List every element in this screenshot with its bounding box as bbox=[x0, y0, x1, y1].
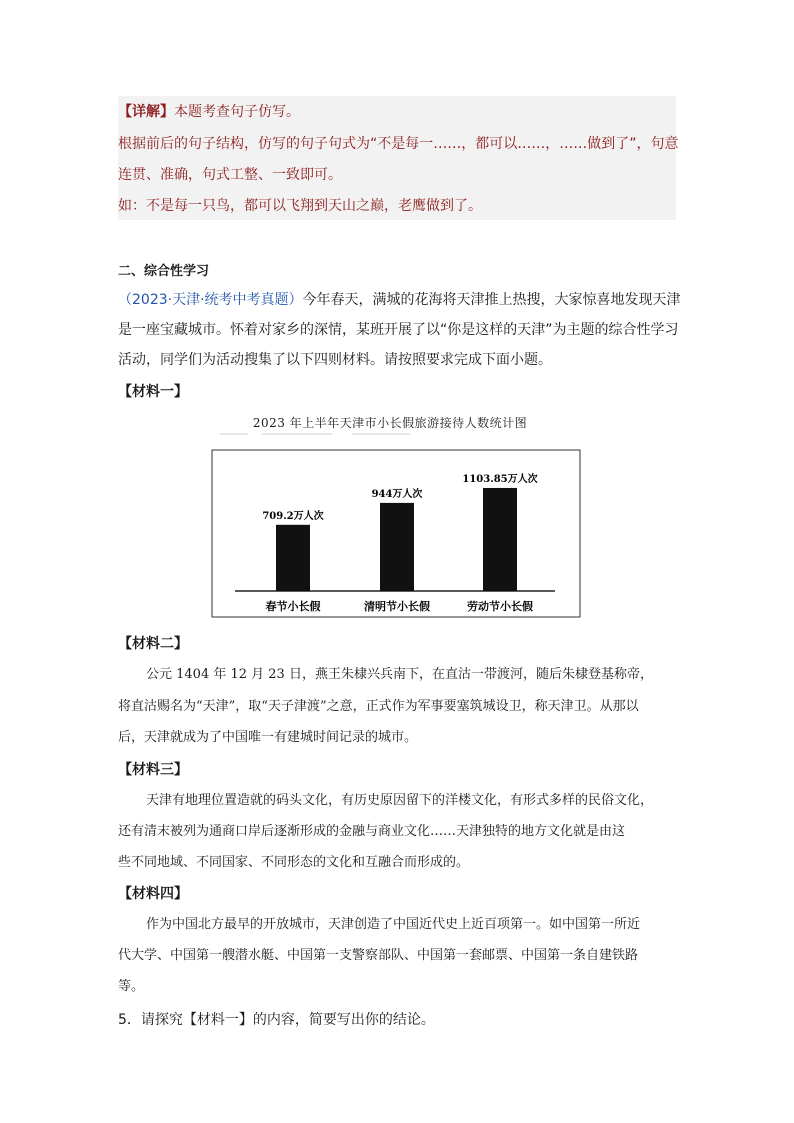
bar-chart bbox=[180, 408, 600, 623]
material-4-label: 【材料四】 bbox=[118, 886, 188, 902]
material-4-line-2: 代大学、中国第一艘潜水艇、中国第一支警察部队、中国第一套邮票、中国第一条自建铁路 bbox=[118, 948, 639, 963]
material-2-line-2: 将直沽赐名为“天津”，取“天子津渡”之意，正式作为军事要塞筑城设卫，称天津卫。从那以 bbox=[118, 699, 639, 714]
chart-svg bbox=[180, 408, 600, 623]
answer-text: 本题考查句子仿写。 bbox=[174, 104, 300, 120]
category-label-2: 清明节小长假 bbox=[364, 600, 430, 613]
answer-line-1 bbox=[118, 102, 300, 122]
chart-title: 2023 年上半年天津市小长假旅游接待人数统计图 bbox=[252, 416, 528, 430]
material-2-line-1: 公元 1404 年 12 月 23 日，燕王朱棣兴兵南下，在直沽一带渡河，随后朱棣登基称帝， bbox=[146, 667, 653, 682]
intro-line-1 bbox=[118, 290, 681, 310]
bar-2 bbox=[380, 503, 414, 591]
material-1-label: 【材料一】 bbox=[118, 384, 188, 400]
category-label-3: 劳动节小长假 bbox=[467, 600, 533, 613]
section-title: 二、综合性学习 bbox=[118, 264, 210, 279]
answer-line-4: 如：不是每一只鸟，都可以飞翔到天山之巅，老鹰做到了。 bbox=[118, 198, 482, 214]
answer-line-2: 根据前后的句子结构，仿写的句子句式为“不是每一……，都可以……，……做到了”，句意 bbox=[118, 136, 679, 152]
material-3-line-1: 天津有地理位置造就的码头文化，有历史原因留下的洋楼文化，有形式多样的民俗文化， bbox=[146, 793, 654, 808]
bar-1 bbox=[276, 525, 310, 591]
bar-value-label-3: 1103.85万人次 bbox=[462, 473, 538, 485]
category-label-1: 春节小长假 bbox=[265, 600, 321, 613]
intro-text-1: 今年春天，满城的花海将天津推上热搜，大家惊喜地发现天津 bbox=[302, 292, 681, 308]
material-3-line-2: 还有清末被列为通商口岸后逐渐形成的金融与商业文化……天津独特的地方文化就是由这 bbox=[118, 824, 626, 839]
material-4-line-3: 等。 bbox=[118, 979, 145, 994]
material-3-label: 【材料三】 bbox=[118, 762, 188, 778]
question-5: 5．请探究【材料一】的内容，简要写出你的结论。 bbox=[118, 1012, 435, 1028]
answer-tag: 【详解】 bbox=[118, 104, 174, 120]
material-4-line-1: 作为中国北方最早的开放城市，天津创造了中国近代史上近百项第一。如中国第一所近 bbox=[146, 917, 641, 932]
intro-line-3: 活动，同学们为活动搜集了以下四则材料。请按照要求完成下面小题。 bbox=[118, 352, 552, 368]
bar-value-label-2: 944万人次 bbox=[371, 488, 423, 500]
bar-3 bbox=[483, 488, 517, 591]
source-tag: （2023·天津·统考中考真题） bbox=[118, 292, 303, 308]
material-3-line-3: 些不同地域、不同国家、不同形态的文化和互融合而形成的。 bbox=[118, 855, 470, 870]
material-2-line-3: 后，天津就成为了中国唯一有建城时间记录的城市。 bbox=[118, 730, 418, 745]
intro-line-2: 是一座宝藏城市。怀着对家乡的深情，某班开展了以“你是这样的天津”为主题的综合性学习 bbox=[118, 322, 679, 338]
material-2-label: 【材料二】 bbox=[118, 636, 188, 652]
bar-value-label-1: 709.2万人次 bbox=[262, 510, 324, 522]
answer-line-3: 连贯、准确，句式工整、一致即可。 bbox=[118, 167, 342, 183]
